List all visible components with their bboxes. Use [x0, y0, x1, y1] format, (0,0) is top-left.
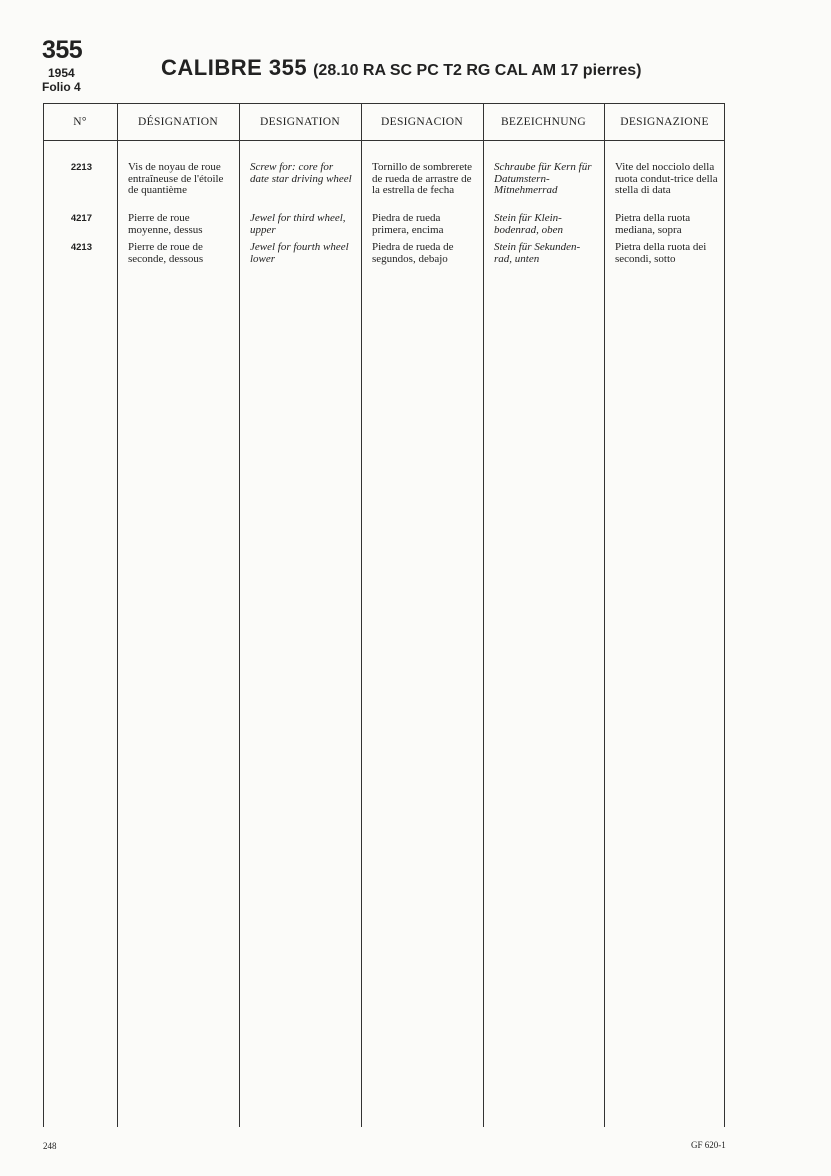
designation-french: Pierre de roue moyenne, dessus — [128, 212, 203, 236]
calibre-subtitle: (28.10 RA SC PC T2 RG CAL AM 17 pierres) — [313, 62, 642, 79]
column-divider — [483, 103, 484, 1127]
designation-italian: Pietra della ruota dei secondi, sotto — [615, 241, 707, 265]
designation-spanish: Piedra de rueda primera, encima — [372, 212, 444, 236]
designation-italian: Pietra della ruota mediana, sopra — [615, 212, 691, 236]
designation-spanish: Piedra de rueda de segundos, debajo — [372, 241, 454, 265]
designation-italian: Vite del nocciolo della ruota condut-trice della stella di data — [615, 161, 718, 196]
column-divider — [239, 103, 240, 1127]
designation-english: Jewel for fourth wheel lower — [250, 241, 349, 265]
designation-french: Vis de noyau de roue entraîneuse de l'étoile de quantième — [128, 161, 224, 196]
table-top-border — [43, 103, 725, 104]
column-divider — [117, 103, 118, 1127]
designation-english: Jewel for third wheel, upper — [250, 212, 346, 236]
page-title — [161, 55, 641, 81]
calibre-title: CALIBRE 355 — [161, 55, 308, 80]
column-header-spanish: DESIGNACION — [381, 116, 463, 128]
designation-german: Schraube für Kern für Datumstern-Mitnehmerrad — [494, 161, 592, 196]
catalog-number: 355 — [42, 36, 83, 64]
part-number: 2213 — [70, 162, 92, 173]
column-header-german: BEZEICHNUNG — [500, 116, 587, 128]
designation-german: Stein für Klein-bodenrad, oben — [494, 212, 564, 236]
page-number: 248 — [43, 1141, 57, 1151]
catalog-year: 1954 — [48, 66, 75, 80]
designation-spanish: Tornillo de sombrerete de rueda de arrastre de la estrella de fecha — [372, 161, 473, 196]
designation-french: Pierre de roue de seconde, dessous — [128, 241, 204, 265]
column-header-italian: DESIGNAZIONE — [620, 116, 709, 128]
part-number: 4217 — [70, 213, 92, 224]
document-code: GF 620-1 — [691, 1140, 726, 1150]
column-header-number: N° — [73, 116, 87, 128]
designation-german: Stein für Sekunden-rad, unten — [494, 241, 581, 265]
designation-english: Screw for: core for date star driving wheel — [250, 161, 352, 185]
part-number: 4213 — [70, 242, 92, 253]
column-header-english: DESIGNATION — [260, 116, 340, 128]
column-divider — [604, 103, 605, 1127]
column-divider — [361, 103, 362, 1127]
table-header-divider — [43, 140, 725, 141]
folio-label: Folio 4 — [42, 80, 81, 94]
column-header-french: DÉSIGNATION — [138, 116, 218, 128]
